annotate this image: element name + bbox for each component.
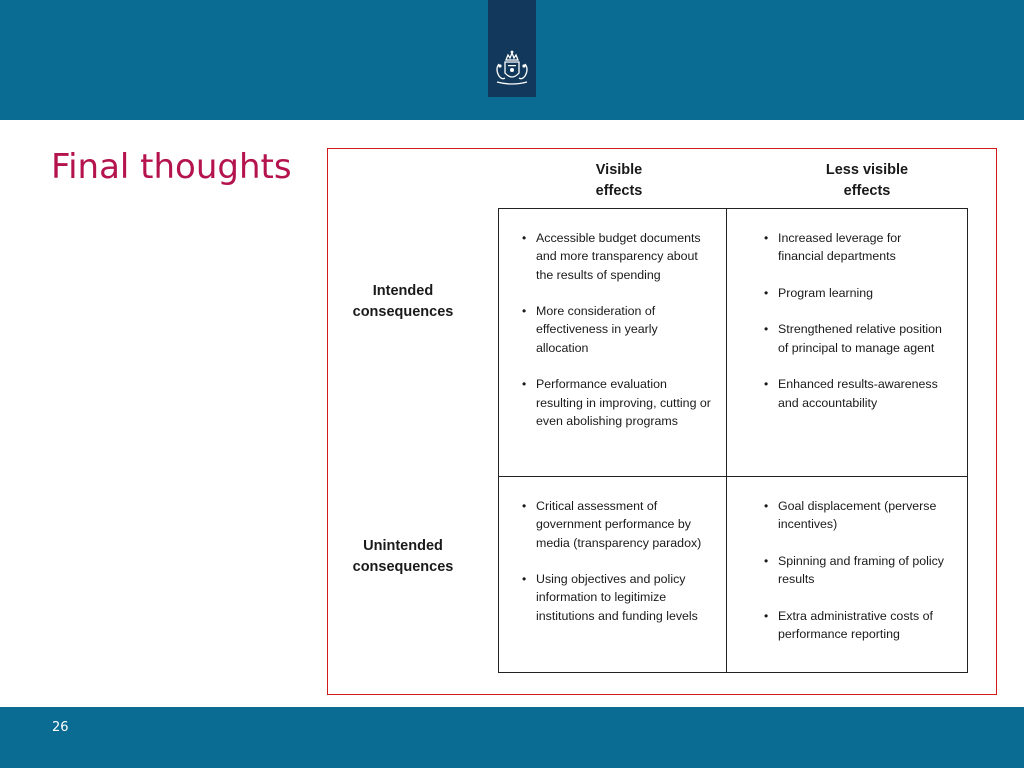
bullet-item: • Performance evaluation resulting in improving, cutting or even abolishing programs (522, 375, 712, 430)
row-header-intended (338, 281, 468, 323)
logo (488, 0, 536, 97)
row-header-unintended (338, 536, 468, 578)
bullet-item: • Using objectives and policy information to legitimize institutions and funding levels (522, 570, 712, 625)
bullet-item: • Accessible budget documents and more transparency about the results of spending (522, 229, 712, 284)
royal-coat-of-arms-icon (488, 0, 536, 97)
bullet-item: • Enhanced results-awareness and accountability (764, 375, 944, 412)
cell-unintended-visible (522, 497, 712, 625)
column-header-line: Visible (595, 162, 643, 178)
cell-unintended-less-visible (764, 497, 954, 643)
grid-row-divider (498, 476, 968, 477)
bullet-item: • Goal displacement (perverse incentives) (764, 497, 954, 534)
column-header-line: Less visible (825, 162, 909, 178)
bullet-item: • More consideration of effectiveness in yearly allocation (522, 302, 712, 357)
cell-intended-less-visible (764, 229, 944, 412)
bullet-item: • Increased leverage for financial departments (764, 229, 944, 266)
bullet-item: • Extra administrative costs of performance reporting (764, 607, 954, 644)
column-header-less-visible-effects (797, 160, 937, 202)
grid-column-divider (726, 208, 727, 673)
cell-intended-visible (522, 229, 712, 430)
column-header-line: effects (843, 183, 891, 199)
row-header-line: consequences (352, 559, 454, 575)
column-header-visible-effects (559, 160, 679, 202)
slide-title: Final thoughts (51, 147, 292, 187)
row-header-line: Intended (372, 283, 434, 299)
row-header-line: consequences (352, 304, 454, 320)
bullet-item: • Program learning (764, 284, 944, 302)
bullet-item: • Strengthened relative position of principal to manage agent (764, 320, 944, 357)
footer-band (0, 707, 1024, 768)
page-number: 26 (52, 720, 69, 735)
bullet-item: • Critical assessment of government performance by media (transparency paradox) (522, 497, 712, 552)
column-header-line: effects (595, 183, 643, 199)
row-header-line: Unintended (363, 538, 443, 554)
bullet-item: • Spinning and framing of policy results (764, 552, 954, 589)
